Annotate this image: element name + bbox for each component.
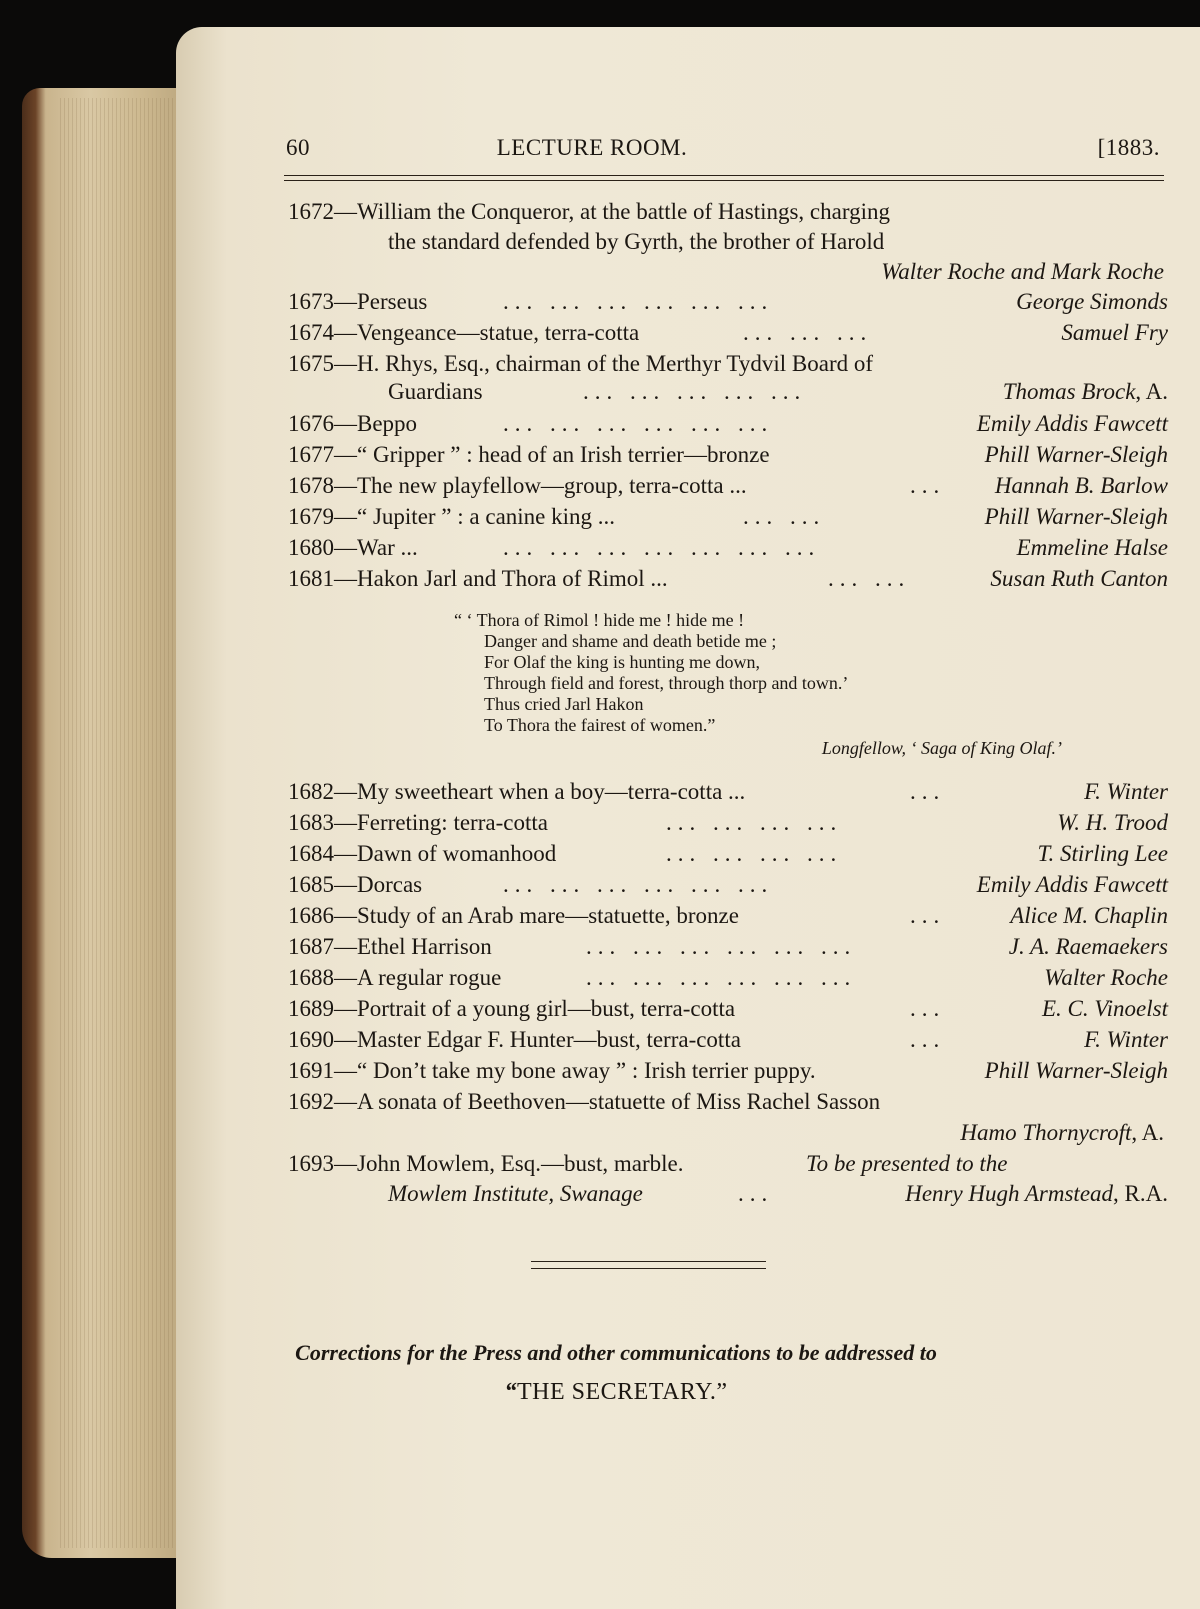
entry-artist: Emily Addis Fawcett — [976, 411, 1168, 436]
entry-artist: T. Stirling Lee — [1037, 841, 1168, 866]
entry-number: 1673 — [288, 289, 334, 314]
poem-line: Danger and shame and death betide me ; — [484, 631, 777, 651]
catalog-entry-1693-continued — [288, 1181, 1168, 1211]
entry-number: 1684 — [288, 841, 334, 866]
poem-line: To Thora the fairest of women.” — [484, 715, 716, 735]
leader-dots: ... ... ... ... ... ... ... — [503, 535, 821, 560]
catalog-entry-1690 — [288, 1027, 1168, 1057]
leader-dots: ... ... — [828, 566, 911, 591]
entry-artist: Phill Warner-Sleigh — [984, 442, 1168, 467]
leader-dots: ... ... ... ... ... ... — [503, 289, 774, 314]
catalog-entry-1676 — [288, 411, 1168, 441]
entry-artist — [1003, 379, 1168, 405]
page-content — [176, 27, 1200, 1609]
entry-number: 1690 — [288, 1027, 334, 1052]
entry-title: —Master Edgar F. Hunter—bust, terra-cotta — [334, 1027, 741, 1052]
entry-title: —The new playfellow—group, terra-cotta ... — [334, 473, 747, 498]
entry-number: 1692 — [288, 1089, 334, 1114]
entry-number: 1681 — [288, 566, 334, 591]
leader-dots: ... ... ... — [743, 320, 873, 345]
catalog-entry-1675 — [288, 351, 1168, 381]
catalog-entry-1680 — [288, 535, 1168, 565]
entry-number: 1693 — [288, 1151, 334, 1176]
page-number: 60 — [286, 135, 310, 160]
entry-number: 1678 — [288, 473, 334, 498]
artist-suffix: , R.A. — [1113, 1181, 1168, 1206]
book-page — [176, 27, 1200, 1609]
entry-number: 1676 — [288, 411, 334, 436]
leader-dots: ... ... ... ... — [666, 810, 843, 835]
entry-artist: Phill Warner-Sleigh — [984, 504, 1168, 529]
entry-artist: J. A. Raemaekers — [1008, 934, 1168, 959]
entry-title: —Beppo — [334, 411, 418, 436]
header-rule-bottom — [284, 180, 1164, 181]
artist-suffix: , A. — [1135, 379, 1168, 404]
entry-title: —My sweetheart when a boy—terra-cotta ... — [334, 779, 746, 804]
entry-continuation: Guardians — [388, 379, 483, 404]
artist-name: Thomas Brock — [1002, 379, 1136, 404]
book-page-edges — [22, 88, 192, 1558]
entry-title: —Dorcas — [334, 872, 423, 897]
footer-addressee — [176, 1379, 1056, 1406]
entry-title: —Vengeance—statue, terra-cotta — [334, 320, 640, 345]
leader-dots: ... — [910, 1027, 946, 1052]
entry-artist: Samuel Fry — [1061, 320, 1168, 345]
entry-artist: F. Winter — [1084, 779, 1168, 804]
catalog-entry-1675-continued — [288, 379, 1168, 409]
entry-number: 1685 — [288, 872, 334, 897]
section-divider — [531, 1261, 766, 1269]
entry-title: —John Mowlem, Esq.—bust, marble. — [334, 1151, 684, 1176]
leader-dots: ... — [738, 1181, 774, 1206]
entry-number: 1683 — [288, 810, 334, 835]
entry-title: —William the Conqueror, at the battle of Hastings, charging — [334, 199, 890, 224]
leader-dots: ... — [910, 996, 946, 1021]
entry-title: —“ Jupiter ” : a canine king ... — [334, 504, 616, 529]
entry-artist — [960, 1120, 1164, 1146]
entry-artist: Alice M. Chaplin — [1010, 903, 1168, 928]
leader-dots: ... — [910, 473, 946, 498]
entry-artist: Hannah B. Barlow — [994, 473, 1168, 498]
entry-title: —Ferreting: terra-cotta — [334, 810, 548, 835]
entry-artist — [905, 1181, 1168, 1207]
entry-number: 1682 — [288, 779, 334, 804]
secretary-label: THE SECRETARY.” — [517, 1379, 728, 1405]
entry-title: —A sonata of Beethoven—statuette of Miss Rachel Sasson — [334, 1089, 881, 1114]
entry-number: 1679 — [288, 504, 334, 529]
open-quote: “ — [504, 1379, 517, 1405]
catalog-entry-1689 — [288, 996, 1168, 1026]
artist-suffix: , A. — [1131, 1120, 1164, 1145]
entry-title: —“ Don’t take my bone away ” : Irish terrier puppy. — [334, 1058, 816, 1083]
leader-dots: ... — [910, 903, 946, 928]
entry-number: 1680 — [288, 535, 334, 560]
entry-number: 1688 — [288, 965, 334, 990]
entry-number: 1675 — [288, 351, 334, 376]
entry-continuation: Mowlem Institute, Swanage — [388, 1181, 643, 1206]
catalog-entry-1683 — [288, 810, 1168, 840]
header-year: [1883. — [1097, 135, 1160, 160]
leader-dots: ... ... ... ... ... ... — [503, 872, 774, 897]
catalog-entry-1686 — [288, 903, 1168, 933]
entry-artist: E. C. Vinoelst — [1041, 996, 1168, 1021]
artist-name: Hamo Thornycroft — [960, 1120, 1132, 1145]
catalog-entry-1673 — [288, 289, 1168, 319]
leader-dots: ... ... ... ... ... — [583, 379, 807, 404]
catalog-entry-1688 — [288, 965, 1168, 995]
entry-artist: F. Winter — [1084, 1027, 1168, 1052]
entry-artist: George Simonds — [1016, 289, 1168, 314]
entry-artist: Emily Addis Fawcett — [976, 872, 1168, 897]
catalog-entry-1679 — [288, 504, 1168, 534]
entry-title: —A regular rogue — [334, 965, 502, 990]
entry-title: —Hakon Jarl and Thora of Rimol ... — [334, 566, 668, 591]
catalog-entry-1687 — [288, 934, 1168, 964]
entry-number: 1691 — [288, 1058, 334, 1083]
leader-dots: ... ... ... ... ... ... — [503, 411, 774, 436]
entry-number: 1674 — [288, 320, 334, 345]
entry-number: 1677 — [288, 442, 334, 467]
poem-line: Thus cried Jarl Hakon — [484, 694, 644, 714]
entry-continuation: the standard defended by Gyrth, the brother of Harold — [388, 229, 885, 254]
poem-line: Through field and forest, through thorp and town.’ — [484, 673, 849, 693]
entry-title: —H. Rhys, Esq., chairman of the Merthyr Tydvil Board of — [334, 351, 874, 376]
entry-number: 1672 — [288, 199, 334, 224]
entry-title: —Dawn of womanhood — [334, 841, 557, 866]
leader-dots: ... ... — [743, 504, 826, 529]
leader-dots: ... ... ... ... ... ... — [586, 965, 857, 990]
catalog-entry-1672 — [288, 199, 1168, 229]
catalog-entry-1684 — [288, 841, 1168, 871]
entry-artist: Walter Roche — [1044, 965, 1168, 990]
entry-number: 1687 — [288, 934, 334, 959]
poem-attribution — [822, 738, 1062, 759]
entry-note: To be presented to the — [806, 1151, 1008, 1176]
footer-notice: Corrections for the Press and other communications to be addressed to — [295, 1340, 937, 1365]
artist-name: Henry Hugh Armstead — [905, 1181, 1114, 1206]
header-rule-top — [284, 175, 1164, 176]
entry-number: 1686 — [288, 903, 334, 928]
poem-line: “ ‘ Thora of Rimol ! hide me ! hide me ! — [454, 610, 745, 630]
catalog-entry-1691 — [288, 1058, 1168, 1088]
leader-dots: ... ... ... ... — [666, 841, 843, 866]
catalog-entry-1685 — [288, 872, 1168, 902]
entry-title: —Study of an Arab mare—statuette, bronze — [334, 903, 739, 928]
poem-quotation — [454, 610, 849, 736]
catalog-entry-1681 — [288, 566, 1168, 596]
leader-dots: ... ... ... ... ... ... — [586, 934, 857, 959]
catalog-entry-1678 — [288, 473, 1168, 503]
catalog-entry-1674 — [288, 320, 1168, 350]
leader-dots: ... — [910, 779, 946, 804]
poem-author: Longfellow, — [821, 738, 906, 758]
poem-work: ‘ Saga of King Olaf.’ — [910, 738, 1062, 758]
entry-title: —Perseus — [334, 289, 428, 314]
entry-artist: Susan Ruth Canton — [990, 566, 1168, 591]
entry-title: —Ethel Harrison — [334, 934, 492, 959]
entry-artist: W. H. Trood — [1057, 810, 1168, 835]
catalog-entry-1677 — [288, 442, 1168, 472]
entry-title: —War ... — [334, 535, 418, 560]
catalog-entry-1682 — [288, 779, 1168, 809]
entry-title: —“ Gripper ” : head of an Irish terrier—bronze — [334, 442, 770, 467]
poem-line: For Olaf the king is hunting me down, — [484, 652, 760, 672]
entry-artist: Phill Warner-Sleigh — [984, 1058, 1168, 1083]
entry-artist: Emmeline Halse — [1016, 535, 1168, 560]
catalog-entry-1693 — [288, 1151, 1168, 1181]
running-title: LECTURE ROOM. — [496, 135, 688, 160]
catalog-entry-1692 — [288, 1089, 1168, 1119]
entry-artist: Walter Roche and Mark Roche — [881, 259, 1164, 284]
entry-title: —Portrait of a young girl—bust, terra-cotta — [334, 996, 736, 1021]
entry-number: 1689 — [288, 996, 334, 1021]
